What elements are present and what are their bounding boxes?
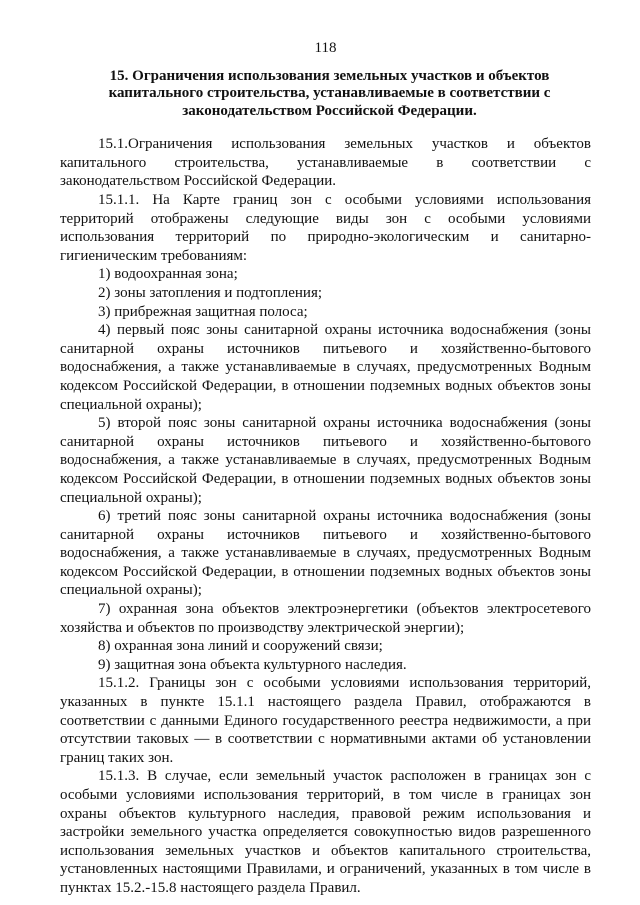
paragraph-15-1-2: 15.1.2. Границы зон с особыми условиями использования территорий, указанных в пункте 15.1.1 настоящего раздела Правил, отображаются в соответствии с данными Единого государственного реестра недвижимости, а при отсутствии таковых — в соответствии с нормативными актами об установлении границ таких зон. [60, 675, 591, 766]
paragraph-15-1-3: 15.1.3. В случае, если земельный участок расположен в границах зон с особыми условиями использования территорий, в том числе в границах зон охраны объектов культурного наследия, правовой режим использования и застройки земельного участка определяется совокупностью видов разрешенного использования земельных участков и объектов капитального строительства, установленных настоящими Правилами, и ограничений, указанных в том числе в пунктах 15.2.-15.8 настоящего раздела Правил. [60, 768, 591, 896]
list-item-8: 8) охранная зона линий и сооружений связи; [98, 638, 383, 655]
heading-line-3: законодательством Российской Федерации. [182, 102, 477, 119]
list-item-1: 1) водоохранная зона; [98, 266, 238, 283]
list-item-6: 6) третий пояс зоны санитарной охраны источника водоснабжения (зоны санитарной охраны источников питьевого и хозяйственно-бытового водоснабжения, а также устанавливаемые в случаях, предусмотренных Водным кодексом Российской Федерации, в отношении подземных водных объектов зоны специальной охраны); [60, 508, 591, 599]
page-number: 118 [314, 40, 337, 56]
paragraph-15-1: 15.1.Ограничения использования земельных участков и объектов капитального строительства, устанавливаемые в соответствии с законодательством Российской Федерации. [60, 136, 591, 190]
list-item-9: 9) защитная зона объекта культурного наследия. [98, 656, 407, 673]
list-item-2: 2) зоны затопления и подтопления; [98, 284, 323, 301]
paragraph-15-1-1: 15.1.1. На Карте границ зон с особыми условиями использования территорий отображены следующие виды зон с особыми условиями использования территорий по природно-экологическим и санитарно-гигиеническим требованиям: [60, 192, 591, 264]
list-item-4: 4) первый пояс зоны санитарной охраны источника водоснабжения (зоны санитарной охраны источников питьевого и хозяйственно-бытового водоснабжения, а также устанавливаемые в случаях, предусмотренных Водным кодексом Российской Федерации, в отношении подземных водных объектов зоны специальной охраны); [60, 322, 591, 413]
heading-line-1: 15. Ограничения использования земельных участков и объектов [109, 68, 550, 84]
section-heading [60, 68, 591, 120]
list-item-7: 7) охранная зона объектов электроэнергетики (объектов электросетевого хозяйства и объектов по производству электрической энергии); [60, 601, 591, 636]
document-body [60, 135, 591, 897]
list-item-3: 3) прибрежная защитная полоса; [98, 303, 308, 320]
heading-line-2: капитального строительства, устанавливаемые в соответствии с [108, 85, 551, 102]
list-item-5: 5) второй пояс зоны санитарной охраны источника водоснабжения (зоны санитарной охраны источников питьевого и хозяйственно-бытового водоснабжения, а также устанавливаемые в случаях, предусмотренных Водным кодексом Российской Федерации, в отношении подземных водных объектов зоны специальной охраны); [60, 415, 591, 506]
